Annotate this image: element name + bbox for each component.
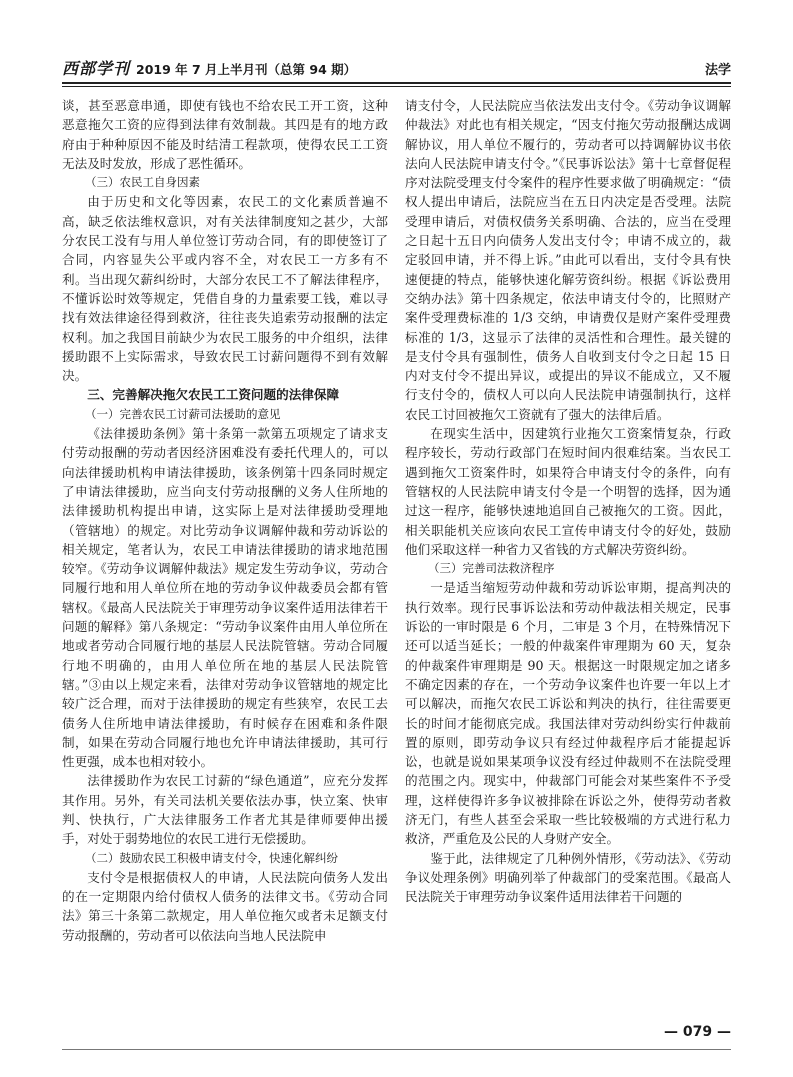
section-heading: 三、完善解决拖欠农民工工资问题的法律保障 (87, 387, 340, 403)
journal-info (62, 56, 356, 79)
paragraph: 谈，甚至恶意串通，即使有钱也不给农民工开工资，这种恶意拖欠工资的应得到法律有效制裁。其四是有的地方政府由于种种原因不能及时结清工程款项，使得农民工工资无法及时发放，形成了恶性循环。 (62, 98, 388, 171)
journal-logo: 西部学刊 (62, 59, 131, 78)
section-heading: （一）完善农民工讨薪司法援助的意见 (85, 406, 281, 421)
paragraph: 法律援助作为农民工讨薪的“绿色通道”，应充分发挥其作用。另外，有关司法机关要依法办事，快立案、快审判、快执行，广大法律服务工作者尤其是律师要伸出援手，对处于弱势地位的农民工进行无偿援助。 (62, 773, 388, 847)
paragraph: 鉴于此，法律规定了几种例外情形，《劳动法》、《劳动争议处理条例》明确列举了仲裁部门的受案范围。《最高人民法院关于审理劳动争议案件适用法律若干问题的 (405, 850, 731, 905)
journal-issue: 2019 年 7 月上半月刊（总第 94 期） (136, 62, 357, 77)
paragraph: 支付令是根据债权人的申请，人民法院向债务人发出的在一定期限内给付债权人债务的法律文书。《劳动合同法》第三十条第二款规定，用人单位拖欠或者未足额支付劳动报酬的，劳动者可以依法向当地人民法院申 (62, 869, 388, 943)
footer-rule (62, 1049, 731, 1050)
section-heading: （二）鼓励农民工积极申请支付令，快速化解纠纷 (85, 850, 338, 865)
section-heading: （三）完善司法救济程序 (428, 561, 555, 576)
section-heading: （三）农民工自身因素 (85, 175, 200, 190)
page-number: — 079 — (664, 1024, 731, 1040)
paragraph: 由于历史和文化等因素，农民工的文化素质普遍不高，缺乏依法维权意识，对有关法律制度知之甚少，大部分农民工没有与用人单位签订劳动合同，有的即使签订了合同，内容显失公平或内容不全，对农民工一方多有不利。当出现欠薪纠纷时，大部分农民工不了解法律程序，不懂诉讼时效等规定，凭借自身的力量索要工钱，难以寻找有效法律途径得到救济，往往丧失追索劳动报酬的法定权利。加之我国目前缺少为农民工服务的中介组织，法律援助跟不上实际需求，导致农民工讨薪问题得不到有效解决。 (62, 194, 388, 384)
left-column (62, 96, 388, 945)
header-rule (62, 82, 731, 84)
header-rule-thin (62, 86, 731, 87)
paragraph: 一是适当缩短劳动仲裁和劳动诉讼审期，提高判决的执行效率。现行民事诉讼法和劳动仲裁法相关规定，民事诉讼的一审时限是 6 个月，二审是 3 个月，在特殊情况下还可以适当延长；一般的仲裁案件审理期为 60 天，复杂的仲裁案件审理期是 90 天。根据这一时限规定加之诸多不确定因素的存在，一个劳动争议案件也许要一年以上才可以解决，而拖欠农民工诉讼和判决的执行，往往需要更长的时间才能彻底完成。我国法律对劳动纠纷实行仲裁前置的原则，即劳动争议只有经过仲裁程序后才能提起诉讼，也就是说如果某项争议没有经过仲裁则不在法院受理的范围之内。现实中，仲裁部门可能会对某些案件不予受理，这样使得许多争议被排除在诉讼之外，使得劳动者救济无门，有些人甚至会采取一些比较极端的方式进行私力救济，严重危及公民的人身财产安全。 (405, 580, 731, 847)
page-header (62, 55, 731, 79)
paragraph: 《法律援助条例》第十条第一款第五项规定了请求支付劳动报酬的劳动者因经济困难没有委托代理人的，可以向法律援助机构申请法律援助，该条例第十四条同时规定了申请法律援助，应当向支付劳动报酬的义务人住所地的法律援助机构提出申请，这实际上是对法律援助受理地（管辖地）的规定。对比劳动争议调解仲裁和劳动诉讼的相关规定，笔者认为，农民工申请法律援助的请求地范围较窄。《劳动争议调解仲裁法》规定发生劳动争议，劳动合同履行地和用人单位所在地的劳动争议仲裁委员会都有管辖权。《最高人民法院关于审理劳动争议案件适用法律若干问题的解释》第八条规定：“劳动争议案件由用人单位所在地或者劳动合同履行地的基层人民法院管辖。劳动合同履行地不明确的，由用人单位所在地的基层人民法院管辖。”③由以上规定来看，法律对劳动争议管辖地的规定比较广泛合理，而对于法律援助的规定有些狭窄，农民工去债务人住所地申请法律援助，有时候存在困难和条件限制，如果在劳动合同履行地也允许申请法律援助，其可行性更强，成本也相对较小。 (62, 426, 388, 770)
right-column (405, 96, 731, 906)
section-name: 法学 (704, 63, 731, 78)
paragraph: 在现实生活中，因建筑行业拖欠工资案情复杂，行政程序较长，劳动行政部门在短时间内很难结案。当农民工遇到拖欠工资案件时，如果符合申请支付令的条件，向有管辖权的人民法院申请支付令是一个明智的选择，因为通过这一程序，能够快速地追回自己被拖欠的工资。因此，相关职能机关应该向农民工宣传申请支付令的好处，鼓励他们采取这样一种省力又省钱的方式解决劳资纠纷。 (405, 426, 731, 557)
paragraph: 请支付令，人民法院应当依法发出支付令。《劳动争议调解仲裁法》对此也有相关规定，“因支付拖欠劳动报酬达成调解协议，用人单位不履行的，劳动者可以持调解协议书依法向人民法院申请支付令。”《民事诉讼法》第十七章督促程序对法院受理支付令案件的程序性要求做了明确规定：“债权人提出申请后，法院应当在五日内决定是否受理。法院受理申请后，对债权债务关系明确、合法的，应当在受理之日起十五日内向债务人发出支付令；申请不成立的，裁定驳回申请，并不得上诉。”由此可以看出，支付令具有快速便捷的特点，能够快速化解劳资纠纷。根据《诉讼费用交纳办法》第十四条规定，依法申请支付令的，比照财产案件受理费标准的 1/3 交纳，申请费仅是财产案件受理费标准的 1/3，这显示了法律的灵活性和合理性。最关键的是支付令具有强制性，债务人自收到支付令之日起 15 日内对支付令不提出异议，或提出的异议不能成立，又不履行支付令的，债权人可以向人民法院申请强制执行，这样农民工讨回被拖欠工资就有了强大的法律后盾。 (405, 98, 731, 422)
